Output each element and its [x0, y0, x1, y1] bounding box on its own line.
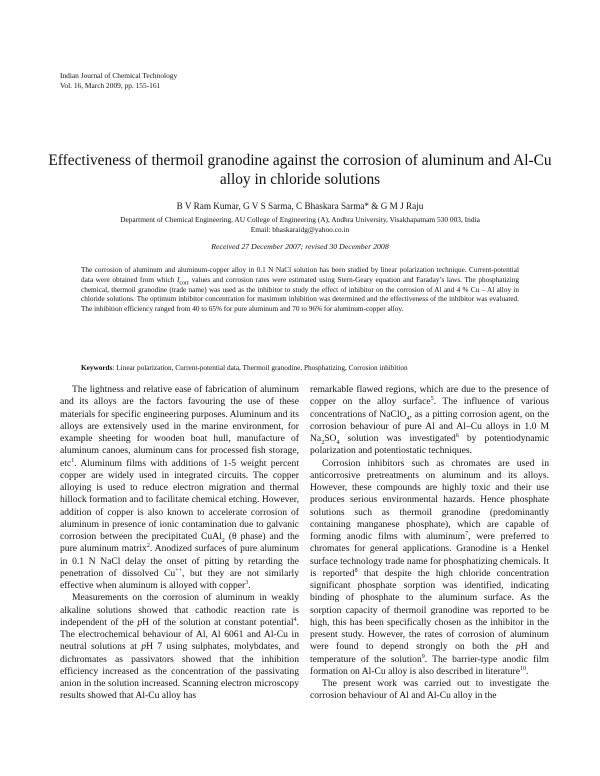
affiliation-block	[40, 215, 560, 235]
journal-header	[60, 71, 177, 91]
body-text: . Anodized surfaces of pure aluminum in 0.1 N NaCl delay the onset of pitting by retarding the penetration of dissolved Cu	[60, 543, 299, 579]
citation-ref[interactable]: 2	[146, 543, 150, 550]
citation-ref[interactable]: 10	[519, 665, 526, 672]
icorr-symbol: I	[176, 275, 180, 284]
subscript: 2	[321, 439, 325, 446]
subscript: 4	[336, 439, 340, 446]
citation-ref[interactable]: 9	[421, 653, 425, 660]
ph-italic: p	[137, 616, 143, 628]
citation-ref[interactable]: 1	[71, 457, 75, 464]
body-text: SO	[324, 433, 337, 444]
body-text: .	[248, 580, 251, 591]
left-column	[60, 384, 299, 703]
body-text: that despite the high chloride concentration significant phosphate sorption was identified, indicating binding of phosphate to the aluminum surface. As the sorption capacity of thermoil granodine was reported to be high, this has been specifically chosen as the inhibitor in the present study. However, the rates of corrosion of aluminum were found to depend strongly on both the	[310, 567, 550, 653]
ph-italic: p	[141, 641, 147, 653]
body-text: , were preferred to chromates for general applications. Granodine is a Henkel surface technology trade name for phosphatizing chemicals. It is reported	[310, 531, 549, 579]
right-column	[310, 384, 549, 703]
body-text: H of the solution at constant potential	[142, 616, 294, 628]
citation-ref[interactable]: 6	[455, 432, 459, 439]
journal-volume: Vol. 16, March 2009, pp. 155-161	[60, 81, 161, 90]
citation-ref[interactable]: 7	[465, 530, 469, 537]
journal-name: Indian Journal of Chemical Technology	[60, 71, 178, 80]
citation-ref[interactable]: 3	[245, 579, 249, 586]
citation-ref[interactable]: 8	[354, 567, 358, 574]
right-paragraph-1	[310, 384, 549, 458]
body-text: solution was investigated	[339, 433, 456, 444]
body-text: . The influence of various concentrations of NaClO	[310, 396, 549, 420]
abstract-text: The corrosion of aluminum and aluminum-copper alloy in 0.1 N NaCl solution has been studied by linear polarization technique. Current-potential data were obtained from which	[81, 266, 519, 284]
right-paragraph-2	[310, 458, 549, 679]
title-line-1: Effectiveness of thermoil granodine against the corrosion of aluminum and Al-Cu	[48, 152, 552, 169]
body-text: . Aluminum films with additions of 1-5 weight percent copper are widely used in integrated circuits. The copper alloying is used to reduce electron migration and thermal hillock formation and to facilitate chemical etching. However, addition of copper is also known to accelerate corrosion of aluminum in presence of ionic contamination due to galvanic corrosion between the precipitated CuAl	[60, 457, 299, 542]
ph-italic: p	[515, 641, 521, 653]
paper-title	[40, 151, 560, 189]
email: Email: bhaskaraidg@yahoo.co.in	[250, 225, 350, 234]
body-text: (θ phase) and the pure aluminum matrix	[60, 531, 299, 555]
abstract	[81, 266, 519, 315]
keywords-label: Keywords	[81, 364, 113, 372]
body-text: H 7 using sulphates, molybdates, and dichromates as passivators showed that the inhibition efficiency increased as the concentration of the passivating anion in the solution increased. Scanning electron microscopy results showed that Al-Cu alloy has	[60, 641, 299, 702]
body-text: by potentiodynamic polarization and potentiostatic techniques.	[310, 433, 549, 457]
left-paragraph-2	[60, 592, 299, 702]
body-text: . The electrochemical behaviour of Al, Al 6061 and Al-Cu in neutral solutions at	[60, 616, 299, 653]
subscript: 2	[221, 537, 225, 544]
authors: B V Ram Kumar, G V S Sarma, C Bhaskara Sarma* & G M J Raju	[176, 201, 424, 211]
body-text: . The barrier-type anodic film formation on Al-Cu alloy is also described in literature	[310, 653, 549, 677]
body-text: , as a pitting corrosion agent, on the corrosion behaviour of pure Al and Al–Cu alloys in 1.0 M Na	[310, 408, 549, 444]
citation-ref[interactable]: 4	[293, 616, 297, 623]
body-text: H and temperature of the solution	[310, 641, 549, 665]
body-text: Measurements on the corrosion of aluminum in weakly alkaline solutions showed that cathodic reaction rate is independent of the	[60, 592, 299, 628]
affiliation: Department of Chemical Engineering, AU College of Engineering (A), Andhra University, Visakhapatnam 530 003, India	[120, 215, 480, 224]
body-text: Corrosion inhibitors such as chromates are used in anticorrosive pretreatments on aluminum and its alloys. However, these compounds are highly toxic and their use produces serious environmental hazards. Hence phosphate solutions such as thermoil granodine (predominantly containing manganese phosphate), which are capable of forming anodic films with aluminum	[310, 457, 549, 542]
icorr-subscript: corr	[179, 280, 190, 287]
citation-ref[interactable]: 5	[430, 396, 434, 403]
superscript: ++	[175, 567, 183, 574]
abstract-text: values and corrosion rates were estimated using Stern-Geary equation and Faraday’s laws. The phosphatizing chemical, thermoil granodine (trade name) was used as the inhibitor to study the effect of inhibitor on the corrosion of Al and 4 % Cu – Al alloy in chloride solutions. The optimum inhibitor concentration for maximum inhibition was determined and the effectiveness of the inhibitor was evaluated. The inhibition efficiency ranged from 40 to 65% for pure aluminum and 70 to 96% for aluminum-copper alloy.	[81, 275, 520, 313]
body-text: .	[525, 665, 529, 677]
body-text: remarkable flawed regions, which are due to the presence of copper on the alloy surface	[310, 384, 549, 408]
body-text: The lightness and relative ease of fabrication of aluminum and its alloys are the factors favouring the use of these materials for specific engineering purposes. Aluminum and its alloys are extensively used in the marine environment, for example sheeting for wooden boat hull, manufacture of aluminum canoes, aluminum cans for processed fish storage, etc	[60, 384, 299, 469]
subscript: 4	[406, 415, 410, 422]
body-text: , but they are not similarly effective when aluminum is alloyed with copper	[60, 567, 300, 591]
received-dates: Received 27 December 2007; revised 30 December 2008	[211, 242, 389, 251]
left-paragraph-1	[60, 384, 299, 592]
keywords-text: : Linear polarization, Current-potential data, Thermoil granodine, Phosphatizing, Corrosion inhibition	[112, 364, 408, 372]
keywords	[81, 363, 519, 373]
title-line-2: alloy in chloride solutions	[219, 171, 381, 188]
right-paragraph-3: The present work was carried out to investigate the corrosion behaviour of Al and Al-Cu alloy in the	[310, 678, 549, 702]
